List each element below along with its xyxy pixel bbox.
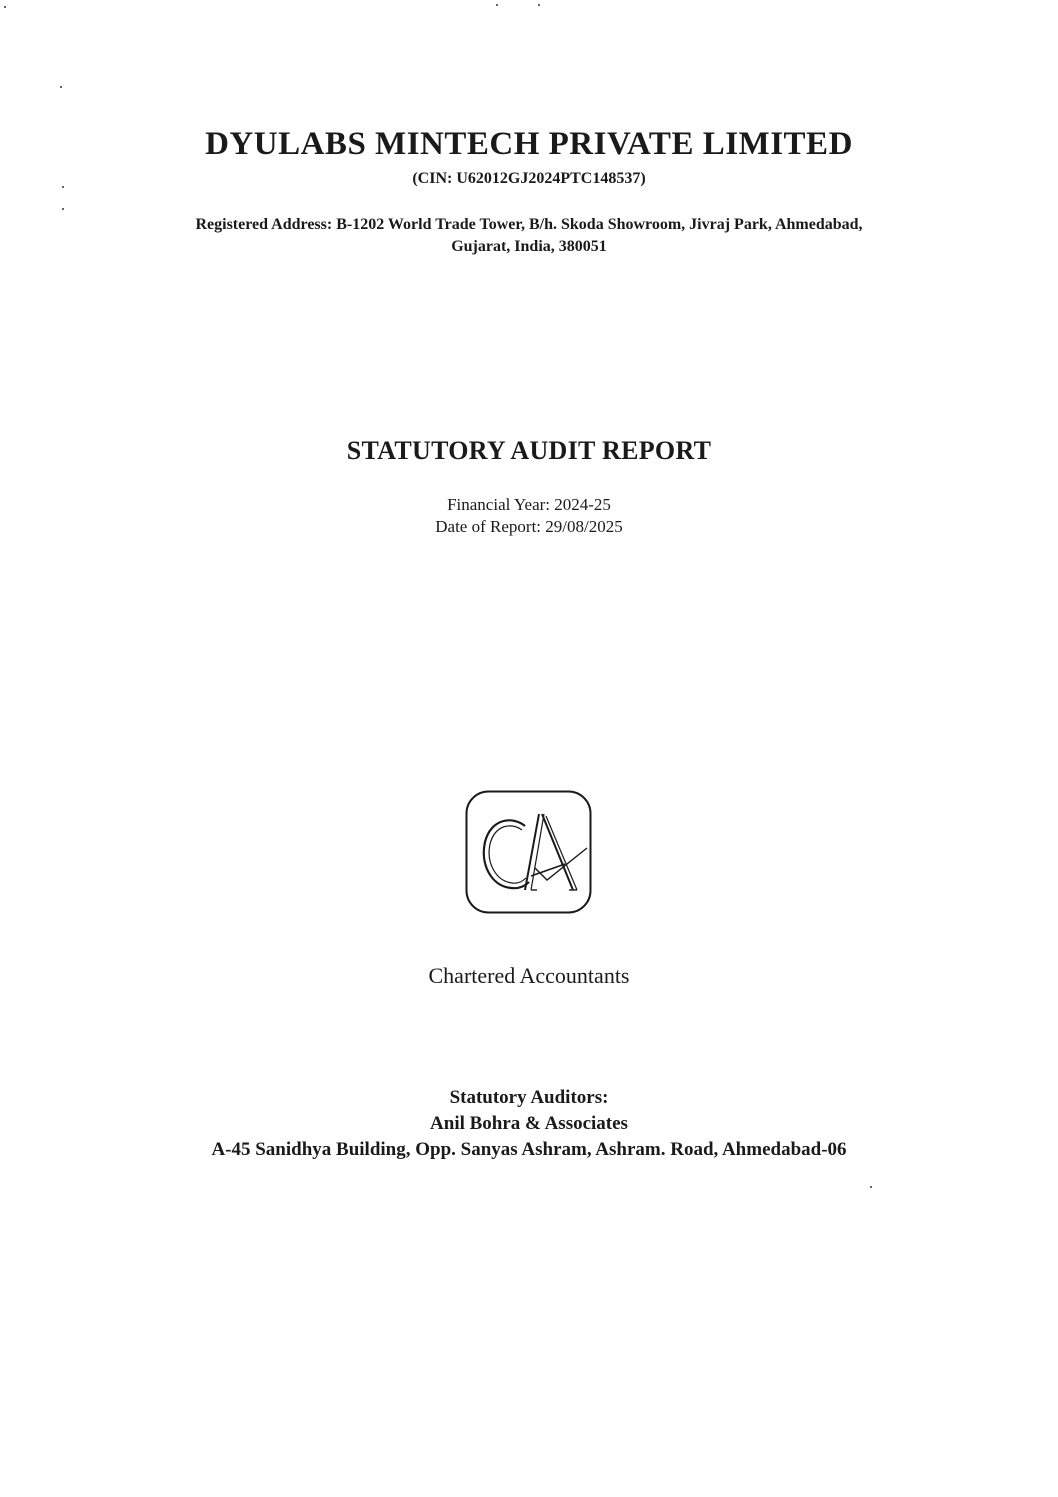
company-name: DYULABS MINTECH PRIVATE LIMITED [205,126,853,162]
report-title: STATUTORY AUDIT REPORT [346,436,712,465]
auditors-address: A-45 Sanidhya Building, Opp. Sanyas Ashram, Ashram. Road, Ahmedabad-06 [211,1139,847,1160]
auditors-heading: Statutory Auditors: [449,1087,609,1108]
scan-speck [538,4,540,6]
report-meta [0,494,1058,538]
auditors-block [0,1085,1058,1163]
scan-speck [4,6,6,8]
scan-speck [60,86,62,88]
ca-logo-icon [465,790,592,914]
date-of-report: Date of Report: 29/08/2025 [435,517,623,536]
chartered-accountants-label: Chartered Accountants [428,963,630,988]
registered-address-line-2: Gujarat, India, 380051 [451,238,607,255]
scan-speck [870,1186,872,1188]
registered-address [0,214,1058,258]
scan-speck [62,208,64,210]
registered-address-line-1: Registered Address: B-1202 World Trade Tower, B/h. Skoda Showroom, Jivraj Park, Ahmedabad, [195,216,863,233]
scan-speck [496,4,498,6]
auditors-firm: Anil Bohra & Associates [430,1113,628,1134]
financial-year: Financial Year: 2024-25 [447,495,611,514]
company-cin: (CIN: U62012GJ2024PTC148537) [412,170,646,187]
